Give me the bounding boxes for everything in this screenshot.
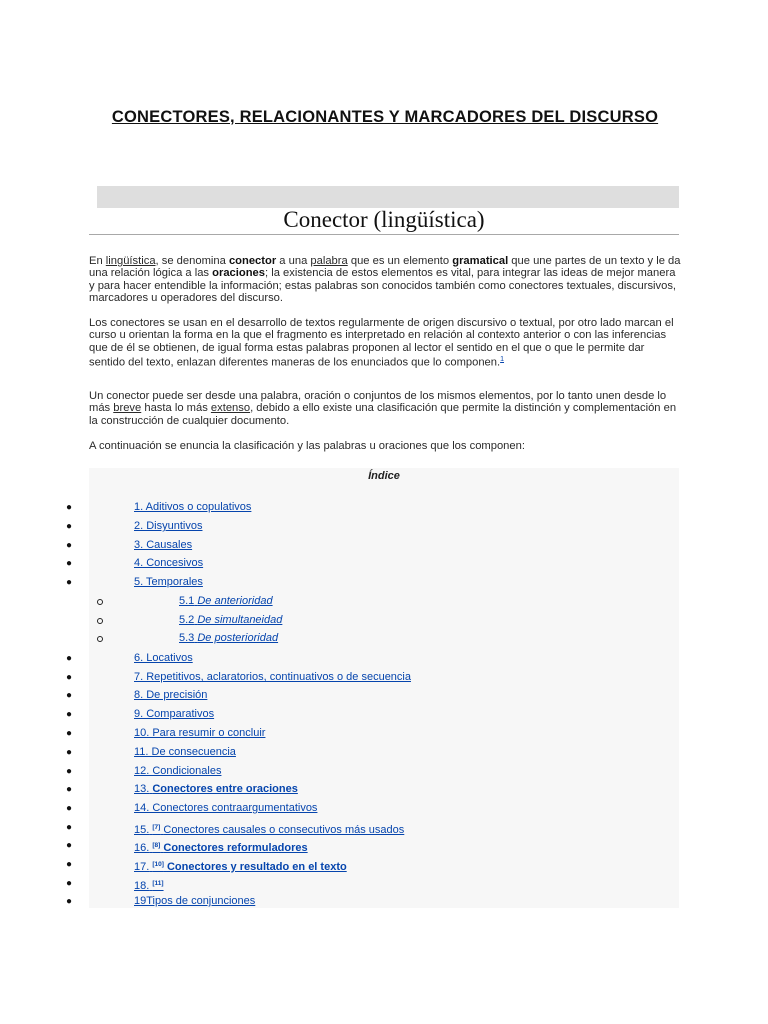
toc-link-label[interactable]: 19Tipos de conjunciones [134, 895, 256, 907]
toc-link-label[interactable]: 7. Repetitivos, aclaratorios, continuativos o de secuencia [134, 671, 411, 683]
paragraph-intro [89, 255, 681, 304]
text-segment: Los conectores se usan en el desarrollo de textos regularmente de origen discursivo o textual, por otro lado marcan el curso u orientan la forma en la que el fragmento es interpretado en relación al contexto anterior o con las inferencias que de él se obtienen, de igual forma estas palabras proponen al lector el sentido en el que o que le permite dar sentido del texto, enlazan diferentes maneras de los enunciados que lo componen. [89, 317, 674, 369]
text-segment: , debido a ello existe una clasificación que permite la distinción y complementación en la construcción de cualquier documento. [89, 402, 677, 427]
toc-item[interactable] [134, 538, 192, 553]
circle-bullet-icon [97, 599, 103, 605]
toc-item[interactable] [134, 857, 347, 872]
text-segment: ; la existencia de estos elementos es vital, para integrar las ideas de mejor manera y para hacer entendible la información; estas palabras son conocidos también como conectores textuales, discursivos, marcadores u operadores del discurso. [89, 267, 677, 304]
link-extenso[interactable]: extenso [210, 402, 251, 415]
text-segment: En [89, 255, 106, 267]
toc-reference[interactable]: [10] [152, 861, 164, 868]
toc-item[interactable] [134, 726, 265, 741]
bullet-icon: ● [66, 878, 73, 889]
header-bar [97, 186, 679, 208]
toc-subitem[interactable] [179, 613, 282, 628]
toc-link-label[interactable]: Conectores y resultado en el texto [166, 861, 347, 873]
toc-number[interactable]: 5.1 [179, 595, 195, 607]
bullet-icon: ● [66, 822, 73, 833]
text-segment: hasta lo más [141, 402, 211, 415]
paragraph-classification [89, 440, 681, 452]
bullet-icon: ● [66, 577, 73, 588]
bullet-icon: ● [66, 521, 73, 532]
toc-number[interactable]: 18. [134, 880, 150, 892]
toc-item[interactable] [134, 500, 251, 515]
toc-item[interactable] [134, 745, 236, 760]
toc-link-label[interactable]: Conectores reformuladores [163, 842, 308, 854]
toc-item[interactable] [134, 876, 164, 891]
toc-item[interactable] [134, 670, 411, 685]
reference-link[interactable]: 1 [500, 355, 505, 363]
text-segment: Un conector puede ser desde una palabra, oración o conjuntos de los mismos elementos, por lo tanto unen desde lo más [89, 390, 667, 415]
toc-item[interactable] [134, 801, 317, 816]
text-segment: a una [276, 255, 311, 267]
toc-item[interactable] [134, 782, 298, 797]
toc-reference[interactable]: [8] [152, 842, 161, 849]
toc-item[interactable] [134, 519, 202, 534]
bullet-icon: ● [66, 653, 73, 664]
toc-link-label[interactable]: 11. De consecuencia [134, 746, 236, 758]
toc-item[interactable] [134, 575, 203, 590]
paragraph-usage [89, 317, 681, 369]
toc-item[interactable] [134, 764, 221, 779]
toc-item[interactable] [134, 894, 255, 909]
document-title: CONECTORES, RELACIONANTES Y MARCADORES DEL DISCURSO [111, 108, 659, 126]
text-segment: , se denomina [155, 255, 229, 267]
toc-link-label[interactable]: 2. Disyuntivos [134, 520, 203, 532]
toc-reference[interactable]: [11] [152, 880, 164, 887]
toc-link-label[interactable]: 3. Causales [134, 539, 193, 551]
toc-link-label[interactable]: 4. Concesivos [134, 557, 204, 569]
text-segment: A continuación se enuncia la clasificación y las palabras u oraciones que los componen: [89, 440, 525, 452]
toc-number[interactable]: 16. [134, 842, 150, 854]
bold-term-gramatical: gramatical [452, 255, 509, 267]
link-linguistica[interactable]: lingüística [105, 255, 156, 267]
toc-link-label[interactable]: De posterioridad [197, 632, 279, 644]
toc-link-label[interactable]: Conectores causales o consecutivos más usados [163, 824, 405, 836]
text-segment: que es un elemento [347, 255, 453, 267]
bullet-icon: ● [66, 859, 73, 870]
bullet-icon: ● [66, 803, 73, 814]
toc-item[interactable] [134, 707, 214, 722]
toc-number[interactable]: 15. [134, 824, 150, 836]
circle-bullet-icon [97, 636, 103, 642]
link-palabra[interactable]: palabra [310, 255, 348, 267]
toc-link-label[interactable]: 8. De precisión [134, 689, 208, 701]
bullet-icon: ● [66, 558, 73, 569]
toc-link-label[interactable]: 12. Condicionales [134, 765, 222, 777]
toc-number[interactable]: 5.2 [179, 614, 195, 626]
article-heading: Conector (lingüística) [89, 206, 679, 235]
bullet-icon: ● [66, 540, 73, 551]
bullet-icon: ● [66, 672, 73, 683]
bullet-icon: ● [66, 502, 73, 513]
toc-number[interactable]: 5.3 [179, 632, 195, 644]
bullet-icon: ● [66, 840, 73, 851]
paragraph-forms [89, 390, 681, 427]
bullet-icon: ● [66, 766, 73, 777]
toc-link-label[interactable]: 5. Temporales [134, 576, 203, 588]
text-segment: que une partes de un texto y le da una relación lógica a las [89, 255, 681, 280]
toc-link-label[interactable]: De anterioridad [197, 595, 273, 607]
toc-link-label[interactable]: De simultaneidad [197, 614, 283, 626]
circle-bullet-icon [97, 618, 103, 624]
toc-item[interactable] [134, 556, 203, 571]
bold-term-oraciones: oraciones [212, 267, 265, 280]
bullet-icon: ● [66, 784, 73, 795]
bullet-icon: ● [66, 709, 73, 720]
toc-number[interactable]: 13. [134, 783, 150, 795]
bullet-icon: ● [66, 728, 73, 739]
toc-number[interactable]: 17. [134, 861, 150, 873]
toc-item[interactable] [134, 688, 207, 703]
toc-link-label[interactable]: Conectores entre oraciones [152, 783, 298, 795]
bold-term-conector: conector [228, 255, 277, 267]
toc-item[interactable] [134, 838, 308, 853]
toc-link-label[interactable]: 1. Aditivos o copulativos [134, 501, 252, 513]
toc-link-label[interactable]: 9. Comparativos [134, 708, 215, 720]
toc-title: Índice [368, 470, 400, 482]
toc-subitem[interactable] [179, 594, 273, 609]
toc-subitem[interactable] [179, 631, 278, 646]
link-breve[interactable]: breve [113, 402, 142, 415]
toc-link-label[interactable]: 6. Locativos [134, 652, 193, 664]
toc-link-label[interactable]: 10. Para resumir o concluir [134, 727, 266, 739]
bullet-icon: ● [66, 896, 73, 907]
toc-item[interactable] [134, 651, 193, 666]
toc-item[interactable] [134, 820, 404, 835]
toc-reference[interactable]: [7] [152, 824, 161, 831]
bullet-icon: ● [66, 690, 73, 701]
toc-link-label[interactable]: 14. Conectores contraargumentativos [134, 802, 318, 814]
bullet-icon: ● [66, 747, 73, 758]
